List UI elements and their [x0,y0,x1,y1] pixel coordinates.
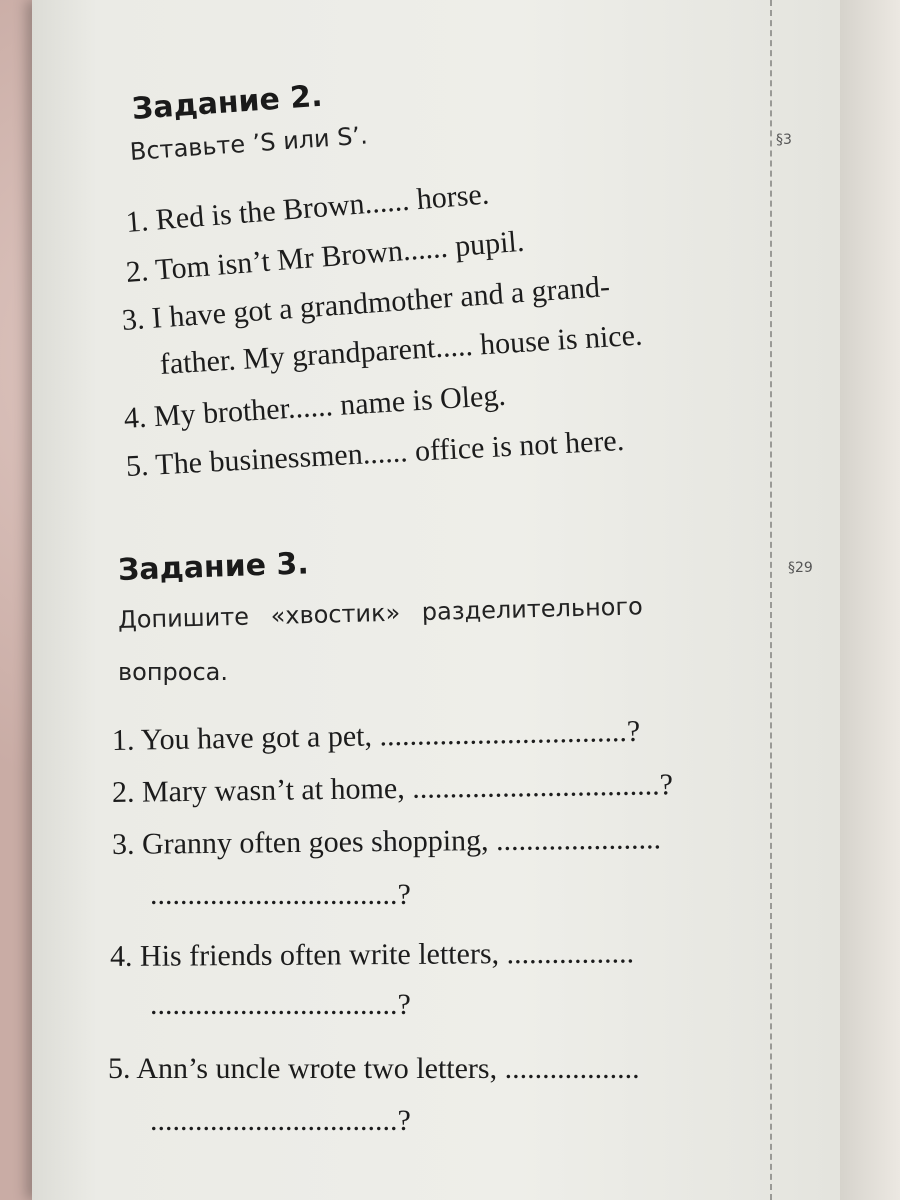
task3-item-5-cont: .................................? [150,1104,411,1137]
section-mark-task3: §29 [788,560,813,576]
task3-item-4: 4. His friends often write letters, ................. [109,936,635,973]
task2-title: Задание 2. [130,78,324,127]
task3-item-3-cont: .................................? [150,878,411,911]
task3-item-3: 3. Granny often goes shopping, ...................... [111,822,662,861]
task3-item-5: 5. Ann’s uncle wrote two letters, .................. [108,1052,640,1085]
task3-title: Задание 3. [117,546,310,588]
task2-item-5: 5. The businessmen...... office is not here. [125,423,625,483]
section-mark-task2: §3 [776,132,792,148]
task2-item-1: 1. Red is the Brown...... horse. [124,177,491,239]
task3-instruction-line1: Допишите «хвостик» разделительного [117,592,644,634]
task2-instruction: Вставьте ’S или S’. [129,121,369,166]
task3-instruction-line2: вопроса. [118,658,228,686]
task2-item-4: 4. My brother...... name is Oleg. [122,378,507,435]
task3-item-1: 1. You have got a pet, .................................? [111,714,641,757]
task3-item-2: 2. Mary wasn’t at home, .................................? [111,768,674,809]
task2-item-3-cont: father. My grandparent..... house is nice. [158,318,644,381]
task2-item-3: 3. I have got a grandmother and a grand- [120,269,611,337]
task2-item-2: 2. Tom isn’t Mr Brown...... pupil. [124,224,526,289]
task3-item-4-cont: .................................? [150,988,411,1021]
